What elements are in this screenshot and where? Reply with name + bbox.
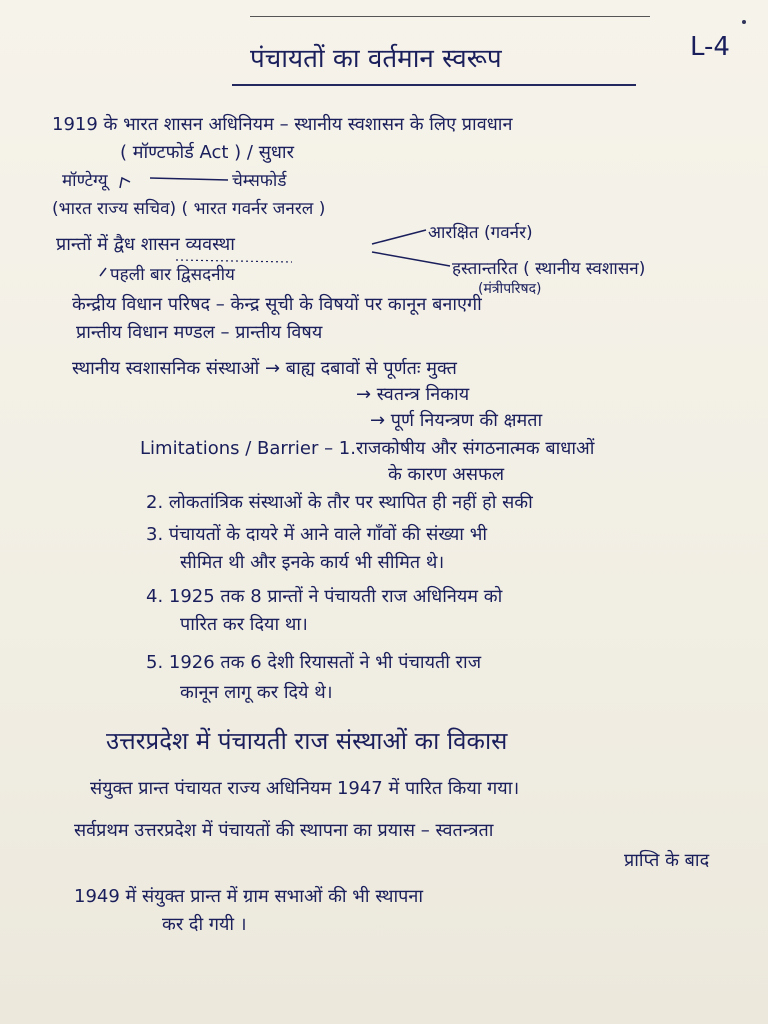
page-number: L-4 bbox=[690, 32, 730, 62]
note-line: केन्द्रीय विधान परिषद – केन्द्र सूची के विषयों पर कानून बनाएगी bbox=[72, 294, 482, 315]
connector-arrow bbox=[372, 230, 426, 244]
note-line: मॉण्टेग्यू bbox=[62, 171, 108, 191]
note-line: स्थानीय स्वशासनिक संस्थाओं → बाह्य दबावों से पूर्णतः मुक्त bbox=[72, 358, 457, 379]
note-line: पहली बार द्विसदनीय bbox=[110, 265, 235, 285]
note-line: प्रान्तीय विधान मण्डल – प्रान्तीय विषय bbox=[76, 322, 323, 343]
note-line: कानून लागू कर दिये थे। bbox=[180, 682, 333, 703]
note-line: पारित कर दिया था। bbox=[180, 614, 308, 635]
note-line: (भारत राज्य सचिव) ( भारत गवर्नर जनरल ) bbox=[52, 199, 326, 219]
note-line: कर दी गयी । bbox=[162, 914, 247, 935]
note-line: 5. 1926 तक 6 देशी रियासतों ने भी पंचायती राज bbox=[146, 652, 482, 673]
note-line: संयुक्त प्रान्त पंचायत राज्य अधिनियम 1947 में पारित किया गया। bbox=[90, 778, 520, 799]
note-line: हस्तान्तरित ( स्थानीय स्वशासन) bbox=[452, 259, 646, 279]
note-line: 2. लोकतांत्रिक संस्थाओं के तौर पर स्थापित ही नहीं हो सकी bbox=[146, 492, 533, 513]
connector-arrow bbox=[150, 178, 228, 180]
note-line: सर्वप्रथम उत्तरप्रदेश में पंचायतों की स्थापना का प्रयास – स्वतन्त्रता bbox=[74, 820, 494, 841]
connector-arrow bbox=[100, 268, 106, 276]
note-line: Limitations / Barrier – 1.राजकोषीय और संगठनात्मक बाधाओं bbox=[140, 438, 595, 459]
note-line: ( मॉण्टफोर्ड Act ) / सुधार bbox=[120, 142, 294, 163]
note-line: → स्वतन्त्र निकाय bbox=[356, 384, 470, 405]
note-line: प्राप्ति के बाद bbox=[624, 850, 710, 871]
note-line: प्रान्तों में द्वैध शासन व्यवस्था bbox=[56, 234, 235, 255]
note-line: चेम्सफोर्ड bbox=[232, 171, 287, 191]
page-title: पंचायतों का वर्तमान स्वरूप bbox=[250, 44, 502, 74]
note-line: → पूर्ण नियन्त्रण की क्षमता bbox=[370, 410, 543, 431]
connector-arrow bbox=[372, 252, 450, 266]
note-line: 1919 के भारत शासन अधिनियम – स्थानीय स्वशासन के लिए प्रावधान bbox=[52, 114, 513, 135]
note-line: आरक्षित (गवर्नर) bbox=[428, 223, 533, 243]
note-line: 3. पंचायतों के दायरे में आने वाले गाँवों की संख्या भी bbox=[146, 524, 488, 545]
note-line: 1949 में संयुक्त प्रान्त में ग्राम सभाओं की भी स्थापना bbox=[74, 886, 423, 907]
note-line: सीमित थी और इनके कार्य भी सीमित थे। bbox=[180, 552, 445, 573]
note-line: के कारण असफल bbox=[388, 464, 505, 485]
underline-mark bbox=[176, 260, 292, 262]
note-line: 4. 1925 तक 8 प्रान्तों ने पंचायती राज अधिनियम को bbox=[146, 586, 503, 607]
connector-arrow bbox=[120, 178, 130, 188]
note-line: (मंत्रीपरिषद) bbox=[478, 281, 542, 297]
section-heading: उत्तरप्रदेश में पंचायती राज संस्थाओं का विकास bbox=[106, 727, 508, 755]
